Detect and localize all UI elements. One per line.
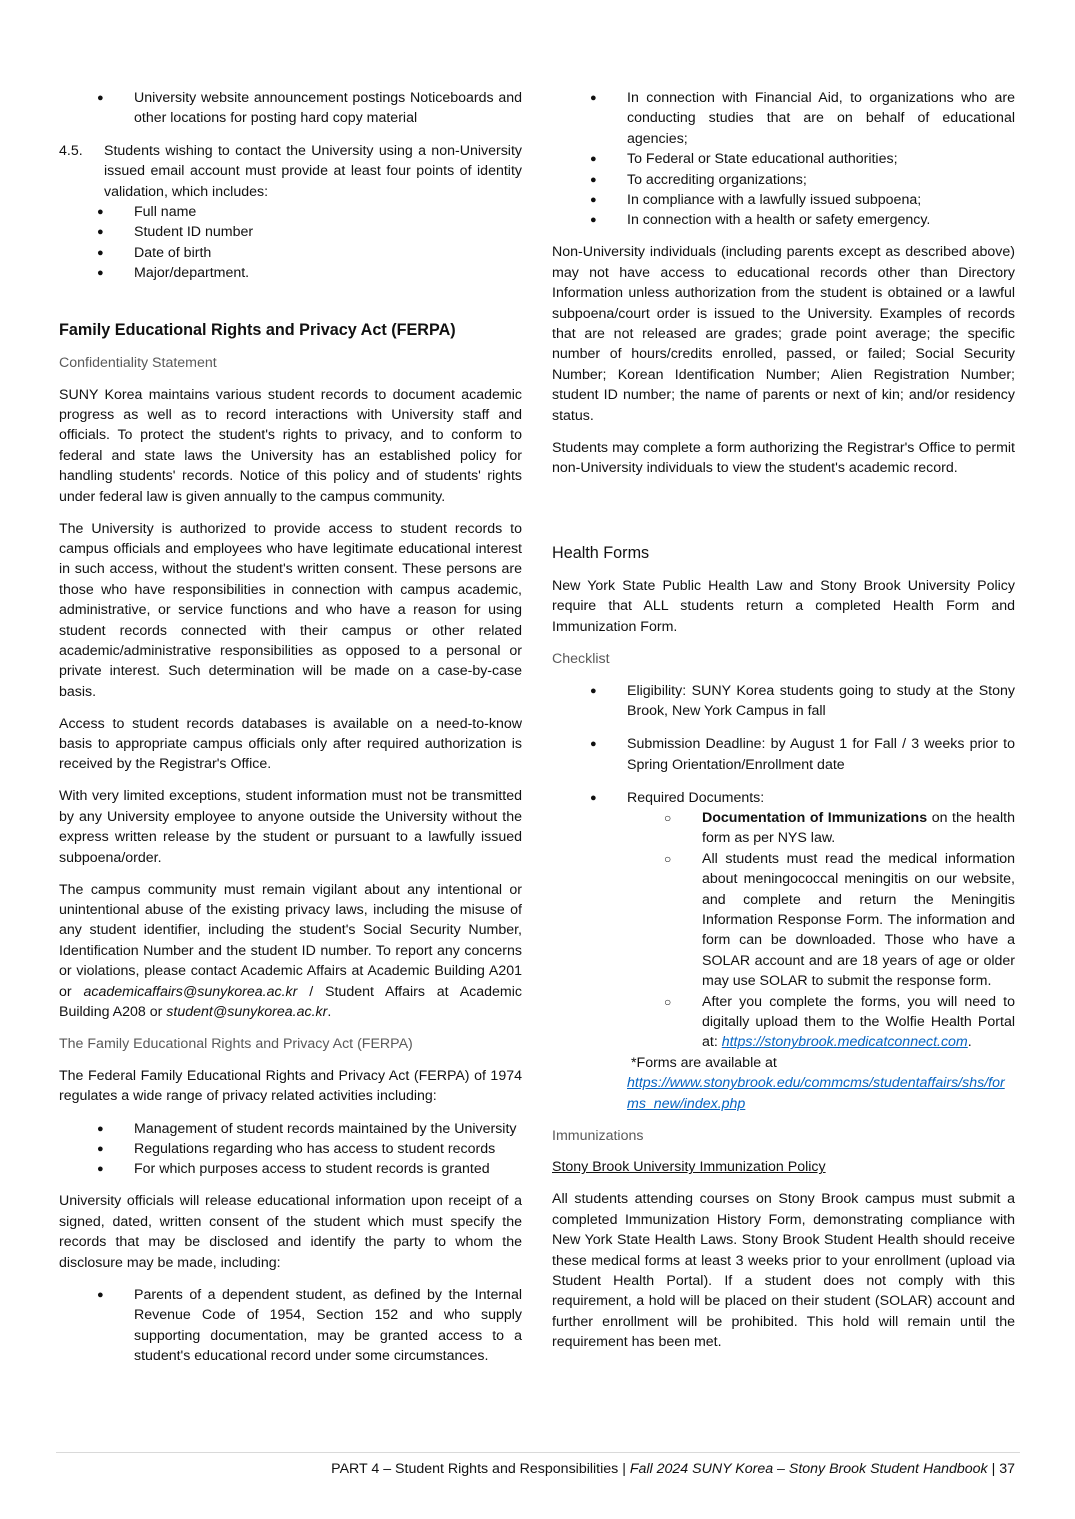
disclosure-list-continued	[552, 88, 1015, 231]
student-affairs-email: student@sunykorea.ac.kr	[166, 1003, 328, 1020]
paragraph-text: / Student Affairs at Academic Building A208 or	[59, 983, 522, 1020]
circle-bullet-icon: ○	[664, 810, 672, 825]
ferpa-heading: Family Educational Rights and Privacy Act (FERPA)	[59, 320, 456, 339]
forms-note	[552, 1053, 1015, 1114]
list-item	[59, 1139, 522, 1159]
forms-note-text: *Forms are available at	[631, 1054, 777, 1071]
list-item	[59, 243, 522, 263]
section-4-5	[59, 141, 522, 202]
bullet-icon: ●	[590, 194, 597, 207]
bullet-icon: ●	[590, 738, 597, 751]
list-item	[59, 88, 522, 129]
posting-locations-list	[59, 88, 522, 129]
paragraph: New York State Public Health Law and Stony Brook University Policy require that ALL students return a completed Health Form and Immunization Form.	[552, 577, 1015, 635]
paragraph: University officials will release educational information upon receipt of a signed, dated, written consent of the student which must specify the records that may be disclosed and identify the party to whom the disclosure may be made, including:	[59, 1193, 522, 1271]
left-column	[59, 88, 522, 1367]
list-item	[59, 1285, 522, 1367]
paragraph-text: The campus community must remain vigilant about any intentional or unintentional abuse of the existing privacy laws, including the misuse of any student identifier, including the student's Social Security Number, Identification Number and the student ID number. To report any concerns or violations, please contact Academic Affairs at Academic Building A201 or	[59, 881, 522, 1000]
section-text: Students wishing to contact the University using a non-University issued email account must provide at least four points of identity validation, which includes:	[104, 142, 522, 200]
paragraph: With very limited exceptions, student information must not be transmitted by any University employee to anyone outside the University without the express written release by the student or pursuant to a lawfully issued subpoena/order.	[59, 788, 522, 866]
list-item-text: In compliance with a lawfully issued subpoena;	[627, 192, 922, 209]
list-item	[627, 808, 1015, 849]
wolfie-health-portal-link[interactable]: https://stonybrook.medicatconnect.com	[721, 1034, 968, 1051]
list-item-text: Management of student records maintained by the University	[134, 1120, 517, 1137]
paragraph: Non-University individuals (including parents except as described above) may not have access to educational records other than Directory Information unless authorization from the student is obtained or a lawful subpoena/court order is issued to the University. Examples of records that are not released are grades; grade point average; the specific number of hours/credits enrolled, passed, or failed; Social Security Number; Korean Identification Number; Alien Registration Number; student ID number; the name of parents or next of kin; and/or residency status.	[552, 244, 1015, 424]
list-item-text: Date of birth	[134, 244, 212, 261]
list-item-text: Parents of a dependent student, as defined by the Internal Revenue Code of 1954, Section 152 and who supply supporting documentation, may be granted access to a student's educational record under some circumstances.	[134, 1286, 522, 1365]
list-item	[552, 170, 1015, 190]
list-item	[59, 1119, 522, 1139]
paragraph: The Federal Family Educational Rights and Privacy Act (FERPA) of 1974 regulates a wide range of privacy related activities including:	[59, 1067, 522, 1105]
bullet-icon: ●	[97, 1142, 104, 1155]
paragraph-text: .	[327, 1003, 332, 1020]
checklist-item-deadline	[552, 734, 1015, 775]
required-documents-list	[552, 808, 1015, 1053]
bullet-icon: ●	[590, 214, 597, 227]
confidentiality-subheading: Confidentiality Statement	[59, 354, 217, 371]
footer-part: PART 4 – Student Rights and Responsibilities	[331, 1461, 619, 1477]
list-item-bold-text: Documentation of Immunizations	[702, 809, 928, 826]
paragraph: Access to student records databases is available on a need-to-know basis to appropriate campus officials only after required authorization is received by the Registrar's Office.	[59, 715, 522, 773]
circle-bullet-icon: ○	[664, 851, 672, 866]
list-item-text: Eligibility: SUNY Korea students going to study at the Stony Brook, New York Campus in fall	[627, 682, 1015, 720]
checklist-item-eligibility	[552, 681, 1015, 722]
list-item-text: Regulations regarding who has access to student records	[134, 1140, 496, 1157]
footer-separator: |	[987, 1461, 1000, 1477]
footer-divider	[56, 1452, 1020, 1453]
list-item	[59, 222, 522, 242]
list-item-text: In connection with a health or safety emergency.	[627, 212, 931, 229]
list-item-text: on the health form as per NYS law.	[702, 809, 1016, 847]
section-number: 4.5.	[59, 142, 83, 159]
list-item	[552, 210, 1015, 230]
checklist	[552, 681, 1015, 808]
list-item-text: .	[967, 1034, 972, 1051]
paragraph: SUNY Korea maintains various student records to document academic progress as well as to record interactions with University staff and officials. To protect the student's rights to privacy, and to conform to federal and state laws the University has an established policy for handling students' records. Notice of this policy and of students' rights under federal law is given annually to the campus community.	[59, 386, 522, 505]
forms-link[interactable]: https://www.stonybrook.edu/commcms/studentaffairs/shs/forms_new/index.php	[627, 1075, 1005, 1112]
immunization-policy-title: Stony Brook University Immunization Policy	[552, 1159, 826, 1176]
ferpa-subheading: The Family Educational Rights and Privacy Act (FERPA)	[59, 1035, 413, 1052]
bullet-icon: ●	[97, 226, 104, 239]
bullet-icon: ●	[97, 1288, 104, 1301]
list-item	[552, 88, 1015, 149]
bullet-icon: ●	[97, 1163, 104, 1176]
health-forms-heading: Health Forms	[552, 543, 650, 562]
list-item-text: All students must read the medical information about meningococcal meningitis on our website, and complete and return the Meningitis Information Response Form. The information and form can be downloaded. Those who have a SOLAR account and are 18 years of age or older may use SOLAR to submit the response form.	[702, 850, 1015, 990]
bullet-icon: ●	[97, 1122, 104, 1135]
ferpa-activities-list	[59, 1119, 522, 1180]
bullet-icon: ●	[97, 206, 104, 219]
paragraph-report-contacts	[59, 880, 522, 1023]
list-item	[59, 1159, 522, 1179]
list-item-text: After you complete the forms, you will need to digitally upload them to the Wolfie Health Portal at:	[702, 993, 1015, 1051]
paragraph: Students may complete a form authorizing the Registrar's Office to permit non-University individuals to view the student's academic record.	[552, 439, 1015, 476]
list-item-text: University website announcement postings Noticeboards and other locations for posting hard copy material	[134, 90, 522, 127]
list-item-text: Major/department.	[134, 265, 250, 282]
list-item-text: Required Documents:	[627, 789, 765, 806]
checklist-subheading: Checklist	[552, 650, 610, 667]
list-item-text: To accrediting organizations;	[627, 171, 807, 188]
bullet-icon: ●	[590, 153, 597, 166]
right-column	[552, 88, 1015, 1364]
paragraph: All students attending courses on Stony Brook campus must submit a completed Immunization History Form, demonstrating compliance with New York State Health Laws. Stony Brook Student Health should receive these medical forms at least 3 weeks prior to your enrollment (upload via Student Health Portal). If a student does not comply with this requirement, a hold will be placed on their student (SOLAR) account and further enrollment will be prohibited. This hold will remain until the requirement has been met.	[552, 1191, 1015, 1351]
list-item-text: Submission Deadline: by August 1 for Fall / 3 weeks prior to Spring Orientation/Enrollment date	[627, 736, 1015, 773]
immunizations-subheading: Immunizations	[552, 1127, 644, 1144]
list-item-text: For which purposes access to student records is granted	[134, 1161, 490, 1178]
bullet-icon: ●	[590, 92, 597, 104]
page-footer	[331, 1459, 1015, 1479]
bullet-icon: ●	[97, 267, 104, 280]
circle-bullet-icon: ○	[664, 994, 672, 1009]
page-number: 37	[999, 1461, 1015, 1477]
bullet-icon: ●	[97, 92, 104, 104]
bullet-icon: ●	[590, 791, 597, 804]
list-item	[59, 263, 522, 283]
academic-affairs-email: academicaffairs@sunykorea.ac.kr	[83, 983, 298, 1000]
list-item	[552, 149, 1015, 169]
paragraph: The University is authorized to provide access to student records to campus officials and employees who have legitimate educational interest in such access, without the student's written consent. These persons are those who have responsibilities in connection with campus academic, administrative, or service functions and who have a reason for using student records connected with their campus or other related academic/administrative responsibilities as opposed to a personal or private interest. Such determination will be made on a case-by-case basis.	[59, 520, 522, 700]
footer-handbook-title: Fall 2024 SUNY Korea – Stony Brook Student Handbook	[629, 1461, 988, 1477]
list-item	[59, 202, 522, 222]
list-item-text: Full name	[134, 204, 197, 221]
disclosure-list	[59, 1285, 522, 1367]
bullet-icon: ●	[590, 684, 597, 697]
list-item	[552, 190, 1015, 210]
footer-separator: |	[618, 1461, 630, 1477]
list-item-text: In connection with Financial Aid, to organizations who are conducting studies that are on behalf of educational agencies;	[627, 90, 1015, 147]
bullet-icon: ●	[97, 246, 104, 259]
list-item	[627, 849, 1015, 992]
list-item-text: To Federal or State educational authorities;	[627, 151, 898, 168]
bullet-icon: ●	[590, 173, 597, 186]
identity-validation-list	[59, 202, 522, 284]
list-item-text: Student ID number	[134, 224, 254, 241]
checklist-item-required-documents	[552, 788, 1015, 808]
list-item	[627, 992, 1015, 1053]
